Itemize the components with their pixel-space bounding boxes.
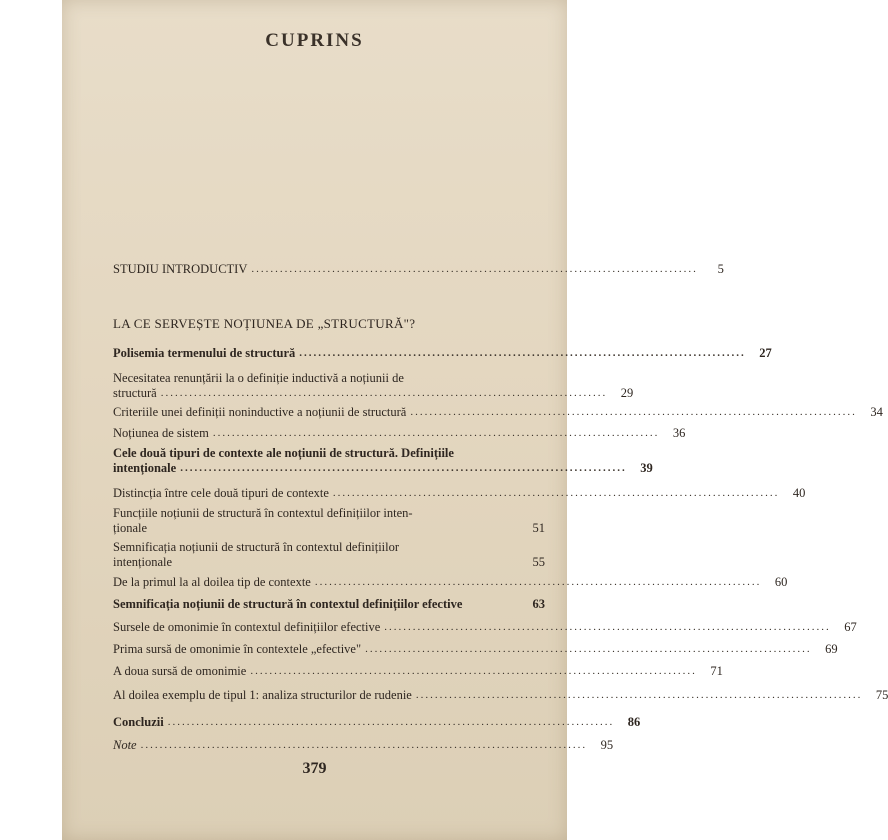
toc-page-number: 51 — [532, 521, 545, 535]
background-edge — [567, 0, 630, 840]
toc-entry-text: Prima sursă de omonimie în contextele „efective" — [113, 642, 362, 656]
leader-dots: .............................................................................................. — [415, 689, 863, 701]
toc-entry-line1: Necesitatea renunțării la o definiție inductivă a noțiunii de — [113, 371, 404, 385]
toc-entry-line1: Funcțiile noțiunii de structură în contextul definițiilor inten- — [113, 506, 413, 520]
leader-dots: .............................................................................................. — [410, 406, 857, 418]
toc-entry-text: structură — [113, 386, 157, 400]
toc-page-number: 55 — [532, 555, 545, 569]
leader-dots: .............................................................................................. — [180, 462, 627, 474]
toc-entry-text: Distincția între cele două tipuri de contexte — [113, 486, 329, 500]
toc-page-number: 39 — [640, 461, 653, 475]
page-title: CUPRINS — [265, 30, 364, 51]
leader-dots: .............................................................................................. — [332, 487, 780, 499]
toc-page-number: 75 — [875, 688, 888, 702]
toc-entry-text: Noțiunea de sistem — [113, 426, 209, 440]
leader-dots: .............................................................................................. — [314, 576, 762, 588]
toc-entry-text: ționale — [113, 521, 148, 535]
leader-dots: .............................................................................................. — [299, 347, 746, 359]
toc-entry-text: STUDIU INTRODUCTIV — [113, 262, 248, 276]
leader-dots: .............................................................................................. — [212, 427, 660, 439]
toc-page-number: 86 — [627, 715, 641, 729]
toc-entry-text: intenționale — [113, 555, 173, 569]
toc-entry — [113, 664, 723, 679]
toc-entry-text: A doua sursă de omonimie — [113, 664, 247, 678]
toc-entry-text: Semnificația noțiunii de structură în contextul definițiilor efective — [113, 597, 463, 611]
toc-page-number: 60 — [774, 575, 788, 589]
page-number: 379 — [302, 760, 327, 777]
toc-entry-line1: Cele două tipuri de contexte ale noțiunii de structură. Definițiile — [113, 446, 454, 460]
toc-entry-text: De la primul la al doilea tip de contexte — [113, 575, 311, 589]
toc-entry-text: Concluzii — [113, 715, 164, 729]
toc-entry — [113, 506, 545, 536]
toc-page-number: 29 — [620, 386, 634, 400]
toc-page-number: 36 — [672, 426, 686, 440]
toc-page-number: 40 — [792, 486, 806, 500]
toc-entry — [113, 426, 686, 441]
section-heading: LA CE SERVEȘTE NOȚIUNEA DE „STRUCTURĂ"? — [113, 316, 416, 331]
toc-page-number: 27 — [759, 346, 772, 360]
toc-entry-text: Note — [113, 738, 137, 752]
toc-entry — [113, 405, 883, 420]
toc-entry-text: intenționale — [113, 461, 177, 475]
leader-dots: .............................................................................................. — [160, 387, 608, 399]
toc-page-number: 67 — [844, 620, 857, 634]
toc-entry-intro — [113, 262, 724, 277]
toc-entry-text: Polisemia termenului de structură — [113, 346, 296, 360]
leader-dots: .............................................................................................. — [140, 739, 588, 751]
toc-entry — [113, 446, 653, 476]
toc-entry — [113, 620, 857, 635]
toc-entry-text: Sursele de omonimie în contextul definițiilor efective — [113, 620, 381, 634]
book-page — [62, 0, 567, 840]
toc-page-number: 95 — [600, 738, 614, 752]
toc-entry — [113, 346, 772, 361]
toc-page-number: 34 — [870, 405, 883, 419]
toc-entry-text: Al doilea exemplu de tipul 1: analiza structurilor de rudenie — [113, 688, 412, 702]
leader-dots: .............................................................................................. — [384, 621, 831, 633]
toc-entry — [113, 371, 634, 401]
toc-entry — [113, 575, 788, 590]
toc-page-number: 71 — [710, 664, 723, 678]
leader-dots: .............................................................................................. — [167, 716, 615, 728]
toc-entry — [113, 540, 545, 570]
toc-entry — [113, 642, 838, 657]
toc-entry — [113, 688, 888, 703]
leader-dots: .............................................................................................. — [365, 643, 812, 655]
toc-entry — [113, 715, 641, 730]
toc-entry — [113, 486, 806, 501]
toc-entry — [113, 738, 614, 753]
toc-page-number: 5 — [717, 262, 724, 276]
toc-page-number: 69 — [825, 642, 838, 656]
toc-page-number: 63 — [532, 597, 545, 611]
toc-entry — [113, 597, 545, 612]
leader-dots: .............................................................................................. — [250, 665, 697, 677]
leader-dots: .............................................................................................. — [251, 263, 698, 275]
toc-entry-line1: Semnificația noțiunii de structură în contextul definițiilor — [113, 540, 400, 554]
toc-entry-text: Criteriile unei definiții noninductive a noțiunii de structură — [113, 405, 407, 419]
